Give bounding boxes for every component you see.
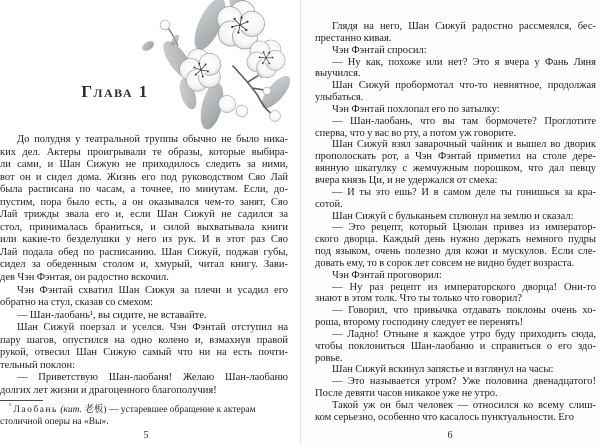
text-line: улыбаться. bbox=[315, 92, 364, 104]
text-line: ровье. bbox=[315, 352, 343, 364]
footnote bbox=[0, 401, 288, 428]
page-right bbox=[301, 0, 600, 444]
text-line: знают в этом толк. Что ты только что говорил? bbox=[315, 293, 523, 305]
text-line: Чэн Фэнтай проговорил: bbox=[332, 269, 442, 281]
text-line: рукой, отвесил Шан Сижую самый что ни на есть почти- bbox=[0, 347, 288, 359]
text-line: или какие-то безделушки у него из рук. И в этот раз Сяо bbox=[0, 234, 288, 246]
text-line: роша, второму господину следует ее перенять! bbox=[315, 317, 524, 329]
text-line: После девяти часов никакое уже не утро. bbox=[315, 388, 498, 400]
text-line: — Шан-лаобань¹, вы сидите, не вставайте. bbox=[17, 309, 207, 321]
text-line: под языком, очень полезно для кожи и мускулов. Если сле- bbox=[315, 246, 596, 258]
text-line: — И ты это ешь? И в самом деле ты гонишься за кра- bbox=[332, 186, 596, 198]
text-line: довать ему, то в сорок лет совсем не видно будет возраста. bbox=[315, 257, 575, 269]
right-page-text bbox=[315, 21, 596, 424]
text-line: ком серьезно, особенно что касалось пунктуальности. Его bbox=[315, 411, 574, 423]
text-line: сидел за обеденным столом и, хмурый, читал книгу. Зави- bbox=[0, 259, 288, 271]
text-line: Чэн Фэнтай спросил: bbox=[332, 44, 427, 56]
text-line: — Ну раз рецепт из императорского дворца! Они-то bbox=[332, 281, 596, 293]
text-line: стол, принималась браниться, и силой выхватывала книги bbox=[0, 221, 288, 233]
text-line: пустим, пора было есть, а он оказывался чем-то занят, Сяо bbox=[0, 196, 288, 208]
text-line: сотой. bbox=[315, 198, 343, 210]
text-line: чтобы поклониться Шан-лаобаню и справиться о его здо- bbox=[315, 340, 596, 352]
text-line: тельный поклон: bbox=[0, 359, 75, 371]
text-line: Такой уж он был человек — относился ко всему слиш- bbox=[332, 400, 596, 411]
text-line: Шан Сижуй поерзал и уселся. Чэн Фэнтай отступил на bbox=[17, 322, 288, 334]
blossom-illustration bbox=[138, 0, 298, 130]
text-line: — Это рецепт, который Цзюлан привез из император- bbox=[332, 222, 596, 234]
text-line: Чэн Фэнтай схватил Шан Сижуя за плечи и усадил его bbox=[17, 284, 288, 296]
text-line: престанно кивая. bbox=[315, 32, 392, 44]
text-line: Шан Сижуй вскинул запястье и взглянул на часы: bbox=[332, 364, 554, 376]
text-line: пару шагов, опустился на одно колено и, взмахнув правой bbox=[0, 334, 288, 346]
text-line: прополоскать рот, а Чэн Фэнтай приметил на столе дере- bbox=[315, 151, 596, 163]
left-page-text bbox=[0, 134, 288, 397]
page-number-left: 5 bbox=[143, 430, 149, 441]
text-line: Шан Сижуй пробормотал что-то невнятное, продолжая bbox=[332, 80, 596, 92]
text-line: долгих лет жизни и драгоценного благополучия! bbox=[0, 384, 217, 396]
text-line: Шан Сижуй с бульканьем сплюнул на землю и сказал: bbox=[332, 210, 574, 222]
footnote-term: Лаобань bbox=[13, 405, 58, 415]
text-line: До полудня у театральной труппы обычно не было ника- bbox=[17, 134, 288, 145]
text-line: Лай трижды звала его и, если Шан Сижуй не садился за bbox=[0, 209, 288, 221]
footnote-marker: ¹ bbox=[9, 401, 12, 410]
text-line: Глядя на него, Шан Сижуй радостно рассмеялся, бес- bbox=[332, 21, 596, 32]
text-line: Лай подала обед по расписанию. Шан Сижуй, поджав губы, bbox=[0, 246, 288, 258]
text-line: вчера князь Ци, и не удержался от смеха: bbox=[315, 174, 498, 186]
footnote-text: — устаревшее обращение к актерам столичной оперы на «Вы». bbox=[0, 405, 256, 427]
text-line: Чэн Фэнтай похлопал его по затылку: bbox=[332, 103, 500, 115]
page-number-right: 6 bbox=[447, 430, 453, 441]
text-line: сперва, что у вас во рту, а потом уж говорите. bbox=[315, 127, 517, 139]
chapter-heading: Глава 1 bbox=[81, 82, 149, 101]
text-line: — Ладно! Отныне я каждое утро буду приходить сюда, bbox=[332, 328, 596, 340]
text-line: Шан Сижуй взял заварочный чайник и вышел во дворик bbox=[332, 139, 596, 151]
text-line: вот он и сидел дома. Жизнь его под руководством Сяо Лай bbox=[0, 171, 288, 183]
text-line: — Ну как, похоже или нет? Это я вчера у Фань Ляня bbox=[332, 56, 596, 68]
text-line: дев Чэн Фэнтая, он радостно вскочил. bbox=[0, 272, 169, 284]
footnote-language-label: (кит. bbox=[60, 405, 82, 415]
text-line: — Это называется утром? Уже половина двенадцатого! bbox=[332, 376, 596, 388]
text-line: ского дворца. Каждый день нужно держать немного пудры bbox=[315, 234, 596, 246]
text-line: вянную шкатулку с жемчужным порошком, что дал певцу bbox=[315, 163, 596, 175]
text-line: ли сами, и Шан Сижую не приходилось следить за ними, bbox=[0, 159, 288, 171]
text-line: — Шан-лаобань, что вы там бормочете? Проглотите bbox=[332, 115, 596, 127]
footnote-rule bbox=[0, 400, 43, 401]
text-line: ких дел. Актеры проигрывали те образы, которые выбира- bbox=[0, 146, 288, 158]
text-line: — Говорил, что привычка отдавать поклоны очень хо- bbox=[332, 305, 596, 317]
text-line: была расписана по часам, а точнее, по минутам. Если, до- bbox=[0, 184, 288, 196]
text-line: — Приветствую Шан-лаобаня! Желаю Шан-лаобаню bbox=[17, 372, 288, 384]
text-line: выучился. bbox=[315, 68, 361, 80]
text-line: обратно на стул, сказав со смехом: bbox=[0, 297, 154, 309]
footnote-hanzi: 老板) bbox=[84, 405, 107, 415]
